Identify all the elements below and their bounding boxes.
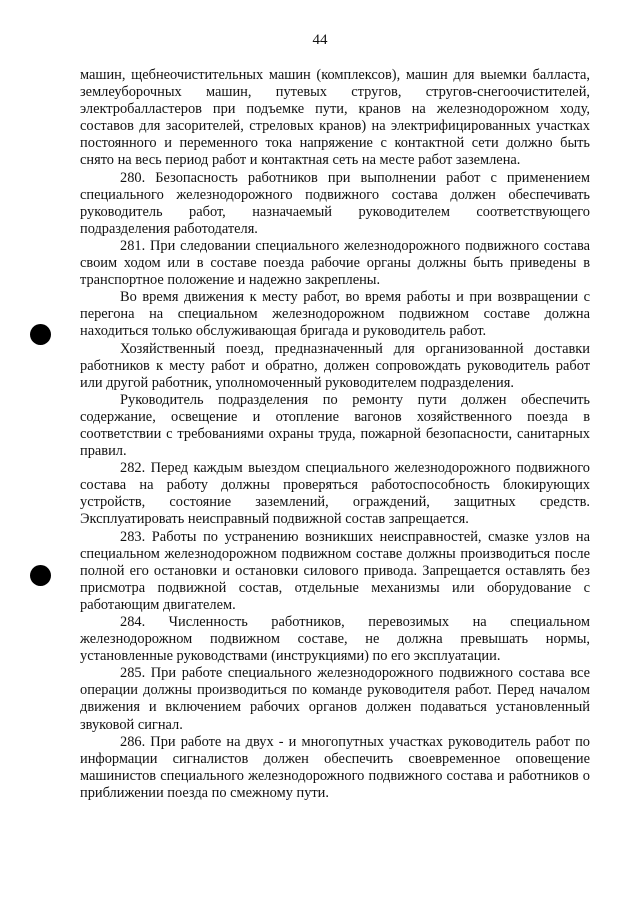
punch-hole-icon bbox=[30, 565, 51, 586]
paragraph-283: 283. Работы по устранению возникших неисправностей, смазке узлов на специальном железнодорожном подвижном составе должны производиться после полной его остановки и остановки силового привода. Запрещается оставлять без присмотра подвижной состав, отдельные механизмы или оборудование с работающим двигателем. bbox=[80, 528, 590, 613]
paragraph-286: 286. При работе на двух - и многопутных участках руководитель работ по информации сигналистов должен обеспечить своевременное оповещение машинистов специального железнодорожного подвижного состава и работников о приближении поезда по смежному пути. bbox=[80, 733, 590, 801]
paragraph: Во время движения к месту работ, во время работы и при возвращении с перегона на специальном железнодорожном подвижном составе должна находиться только обслуживающая бригада и руководитель работ. bbox=[80, 289, 590, 340]
paragraph-282: 282. Перед каждым выездом специального железнодорожного подвижного состава на работу должны проверяться работоспособность блокирующих устройств, состояние заземлений, ограждений, защитных средств. Эксплуатировать неисправный подвижной состав запрещается. bbox=[80, 460, 590, 528]
paragraph: Руководитель подразделения по ремонту пути должен обеспечить содержание, освещение и отопление вагонов хозяйственного поезда в соответствии с требованиями охраны труда, пожарной безопасности, санитарных правил. bbox=[80, 391, 590, 460]
punch-hole-icon bbox=[30, 324, 51, 345]
document-body bbox=[80, 67, 590, 802]
page-number: 44 bbox=[312, 32, 328, 48]
paragraph: Хозяйственный поезд, предназначенный для организованной доставки работников к месту работ и обратно, должен сопровождать руководитель работ или другой работник, уполномоченный руководителем подразделения. bbox=[80, 340, 590, 391]
paragraph-281: 281. При следовании специального железнодорожного подвижного состава своим ходом или в составе поезда рабочие органы должны быть приведены в транспортное положение и надежно закреплены. bbox=[80, 237, 590, 289]
paragraph: машин, щебнеочистительных машин (комплексов), машин для выемки балласта, землеуборочных машин, путевых стругов, стругов-снегоочистителей, электробалластеров при подъемке пути, кранов на железнодорожном ходу, составов для засорителей, стреловых кранов) на электрифицированных участках постоянного и переменного тока напряжение с контактной сети должно быть снято на весь период работ и контактная сеть на месте работ заземлена. bbox=[80, 67, 590, 169]
paragraph-280: 280. Безопасность работников при выполнении работ с применением специального железнодорожного подвижного состава должен обеспечивать руководитель работ, назначаемый руководителем соответствующего подразделения работодателя. bbox=[80, 169, 590, 237]
paragraph-285: 285. При работе специального железнодорожного подвижного состава все операции должны производиться по команде руководителя работ. Перед началом движения и включением рабочих органов должен подаваться установленный звуковой сигнал. bbox=[80, 665, 590, 733]
paragraph-284: 284. Численность работников, перевозимых на специальном железнодорожном подвижном составе, не должна превышать нормы, установленные руководствами (инструкциями) по его эксплуатации. bbox=[80, 614, 590, 665]
